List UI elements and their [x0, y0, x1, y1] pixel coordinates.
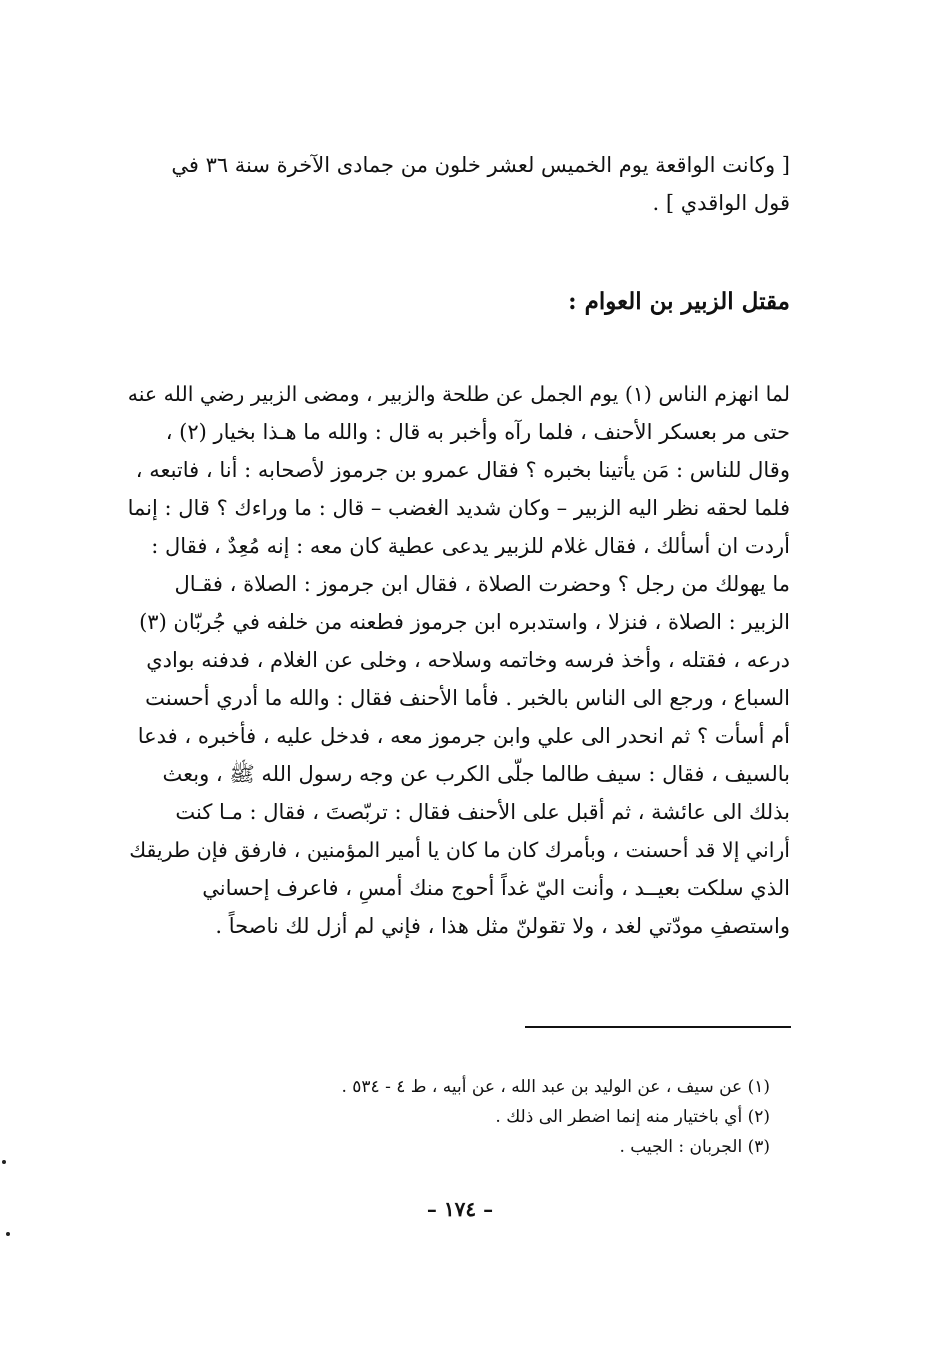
- footnote-divider: [525, 1026, 791, 1028]
- text-line: أم أسأت ؟ ثم انحدر الى علي وابن جرموز معه ، فدخل عليه ، فأخبره ، فدعا: [137, 724, 790, 748]
- page-number: – ١٧٤ –: [426, 1197, 494, 1221]
- text-line: الزبير : الصلاة ، فنزلا ، واستدبره ابن جرموز فطعنه من خلفه في جُربّان (٣): [139, 610, 790, 634]
- intro-line: [ وكانت الواقعة يوم الخميس لعشر خلون من جمادى الآخرة سنة ٣٦ في: [171, 153, 790, 177]
- text-line: أراني إلا قد أحسنت ، وبأمرك كان ما كان يا أمير المؤمنين ، فارفق فإن طريقك: [129, 838, 790, 862]
- scan-speck: [6, 1232, 10, 1236]
- section-heading: مقتل الزبير بن العوام :: [568, 288, 790, 315]
- footnote: (٣) الجربان : الجيب .: [619, 1137, 770, 1157]
- intro-line: قول الواقدي ] .: [652, 191, 790, 215]
- text-line: حتى مر بعسكر الأحنف ، فلما رآه وأخبر به قال : والله ما هـذا بخيار (٢) ،: [165, 420, 790, 444]
- footnote: (٢) أي باختيار منه إنما اضطر الى ذلك .: [495, 1107, 770, 1127]
- intro-paragraph: [115, 146, 790, 222]
- text-line: ما يهولك من رجل ؟ وحضرت الصلاة ، فقال ابن جرموز : الصلاة ، فقـال: [174, 572, 790, 596]
- text-line: درعه ، فقتله ، وأخذ فرسه وخاتمه وسلاحه ، وخلى عن الغلام ، فدفنه بوادي: [146, 648, 790, 672]
- main-text: [118, 375, 790, 945]
- text-line: لما انهزم الناس (١) يوم الجمل عن طلحة والزبير ، ومضى الزبير رضي الله عنه: [127, 382, 790, 406]
- text-line: فلما لحقه نظر اليه الزبير – وكان شديد الغضب – قال : ما وراءك ؟ قال : إنما: [127, 496, 790, 520]
- text-line: واستصفِ مودّتي لغد ، ولا تقولنّ مثل هذا ، فإني لم أزل لك ناصحاً .: [215, 914, 790, 938]
- footnotes: [280, 1072, 770, 1162]
- text-line: بذلك الى عائشة ، ثم أقبل على الأحنف فقال : تربّصتَ ، فقال : مـا كنت: [175, 800, 790, 824]
- footnote: (١) عن سيف ، عن الوليد بن عبد الله ، عن أبيه ، ط ٤ - ٥٣٤ .: [341, 1077, 770, 1097]
- scan-speck: [2, 1160, 6, 1164]
- text-line: بالسيف ، فقال : سيف طالما جلّى الكرب عن وجه رسول الله ﷺ ، وبعث: [162, 762, 790, 786]
- text-line: وقال للناس : مَن يأتينا بخبره ؟ فقال عمرو بن جرموز لأصحابه : أنا ، فاتبعه ،: [135, 458, 790, 482]
- text-line: الذي سلكت بعيــد ، وأنت اليّ غداً أحوج منك أمسِ ، فاعرف إحساني: [202, 876, 790, 900]
- text-line: أردت ان أسألك ، فقال غلام للزبير يدعى عطية كان معه : إنه مُعِدٌ ، فقال :: [151, 534, 790, 558]
- text-line: السباع ، ورجع الى الناس بالخبر . فأما الأحنف فقال : والله ما أدري أحسنت: [145, 686, 790, 710]
